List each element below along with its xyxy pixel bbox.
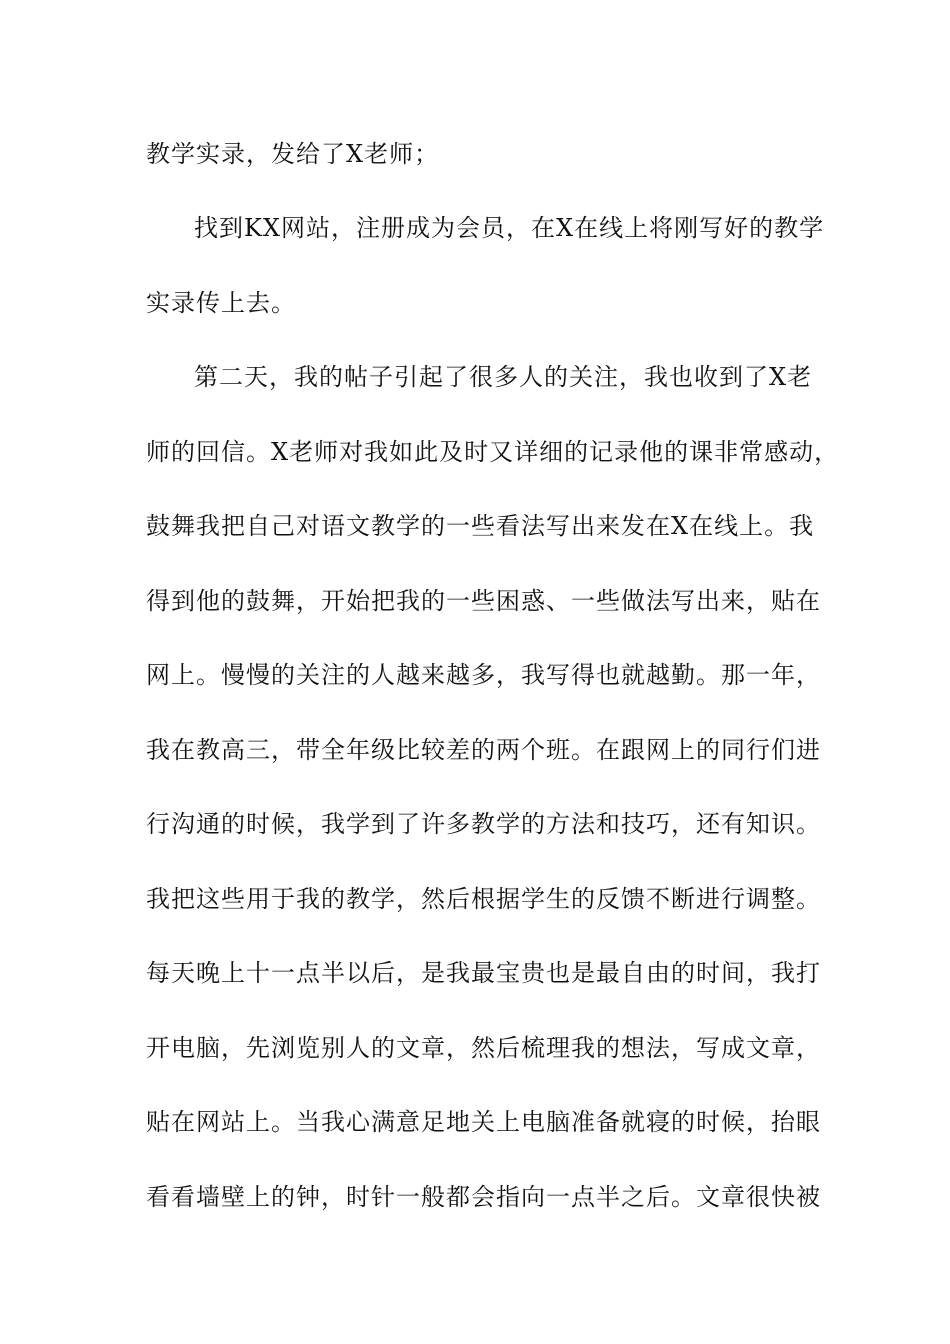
text-line-5: 师的回信。X老师对我如此及时又详细的记录他的课非常感动，: [146, 438, 840, 466]
text-line-12: 每天晚上十一点半以后，是我最宝贵也是最自由的时间，我打: [146, 959, 821, 987]
text-line-7: 得到他的鼓舞，开始把我的一些困惑、一些做法写出来，贴在: [146, 587, 821, 615]
text-line-15: 看看墙壁上的钟，时针一般都会指向一点半之后。文章很快被: [146, 1183, 821, 1211]
text-line-11: 我把这些用于我的教学，然后根据学生的反馈不断进行调整。: [146, 885, 821, 913]
text-line-3: 实录传上去。: [146, 289, 296, 317]
text-line-6: 鼓舞我把自己对语文教学的一些看法写出来发在X在线上。我: [146, 512, 815, 540]
text-line-4: 第二天，我的帖子引起了很多人的关注，我也收到了X老: [194, 363, 813, 391]
text-line-9: 我在教高三，带全年级比较差的两个班。在跟网上的同行们进: [146, 736, 821, 764]
text-line-1: 教学实录，发给了X老师；: [146, 140, 440, 168]
text-line-8: 网上。慢慢的关注的人越来越多，我写得也就越勤。那一年，: [146, 661, 821, 689]
text-line-13: 开电脑，先浏览别人的文章，然后梳理我的想法，写成文章，: [146, 1034, 821, 1062]
text-line-14: 贴在网站上。当我心满意足地关上电脑准备就寝的时候，抬眼: [146, 1108, 821, 1136]
text-line-10: 行沟通的时候，我学到了许多教学的方法和技巧，还有知识。: [146, 810, 821, 838]
text-line-2: 找到KX网站，注册成为会员，在X在线上将刚写好的教学: [194, 214, 825, 242]
